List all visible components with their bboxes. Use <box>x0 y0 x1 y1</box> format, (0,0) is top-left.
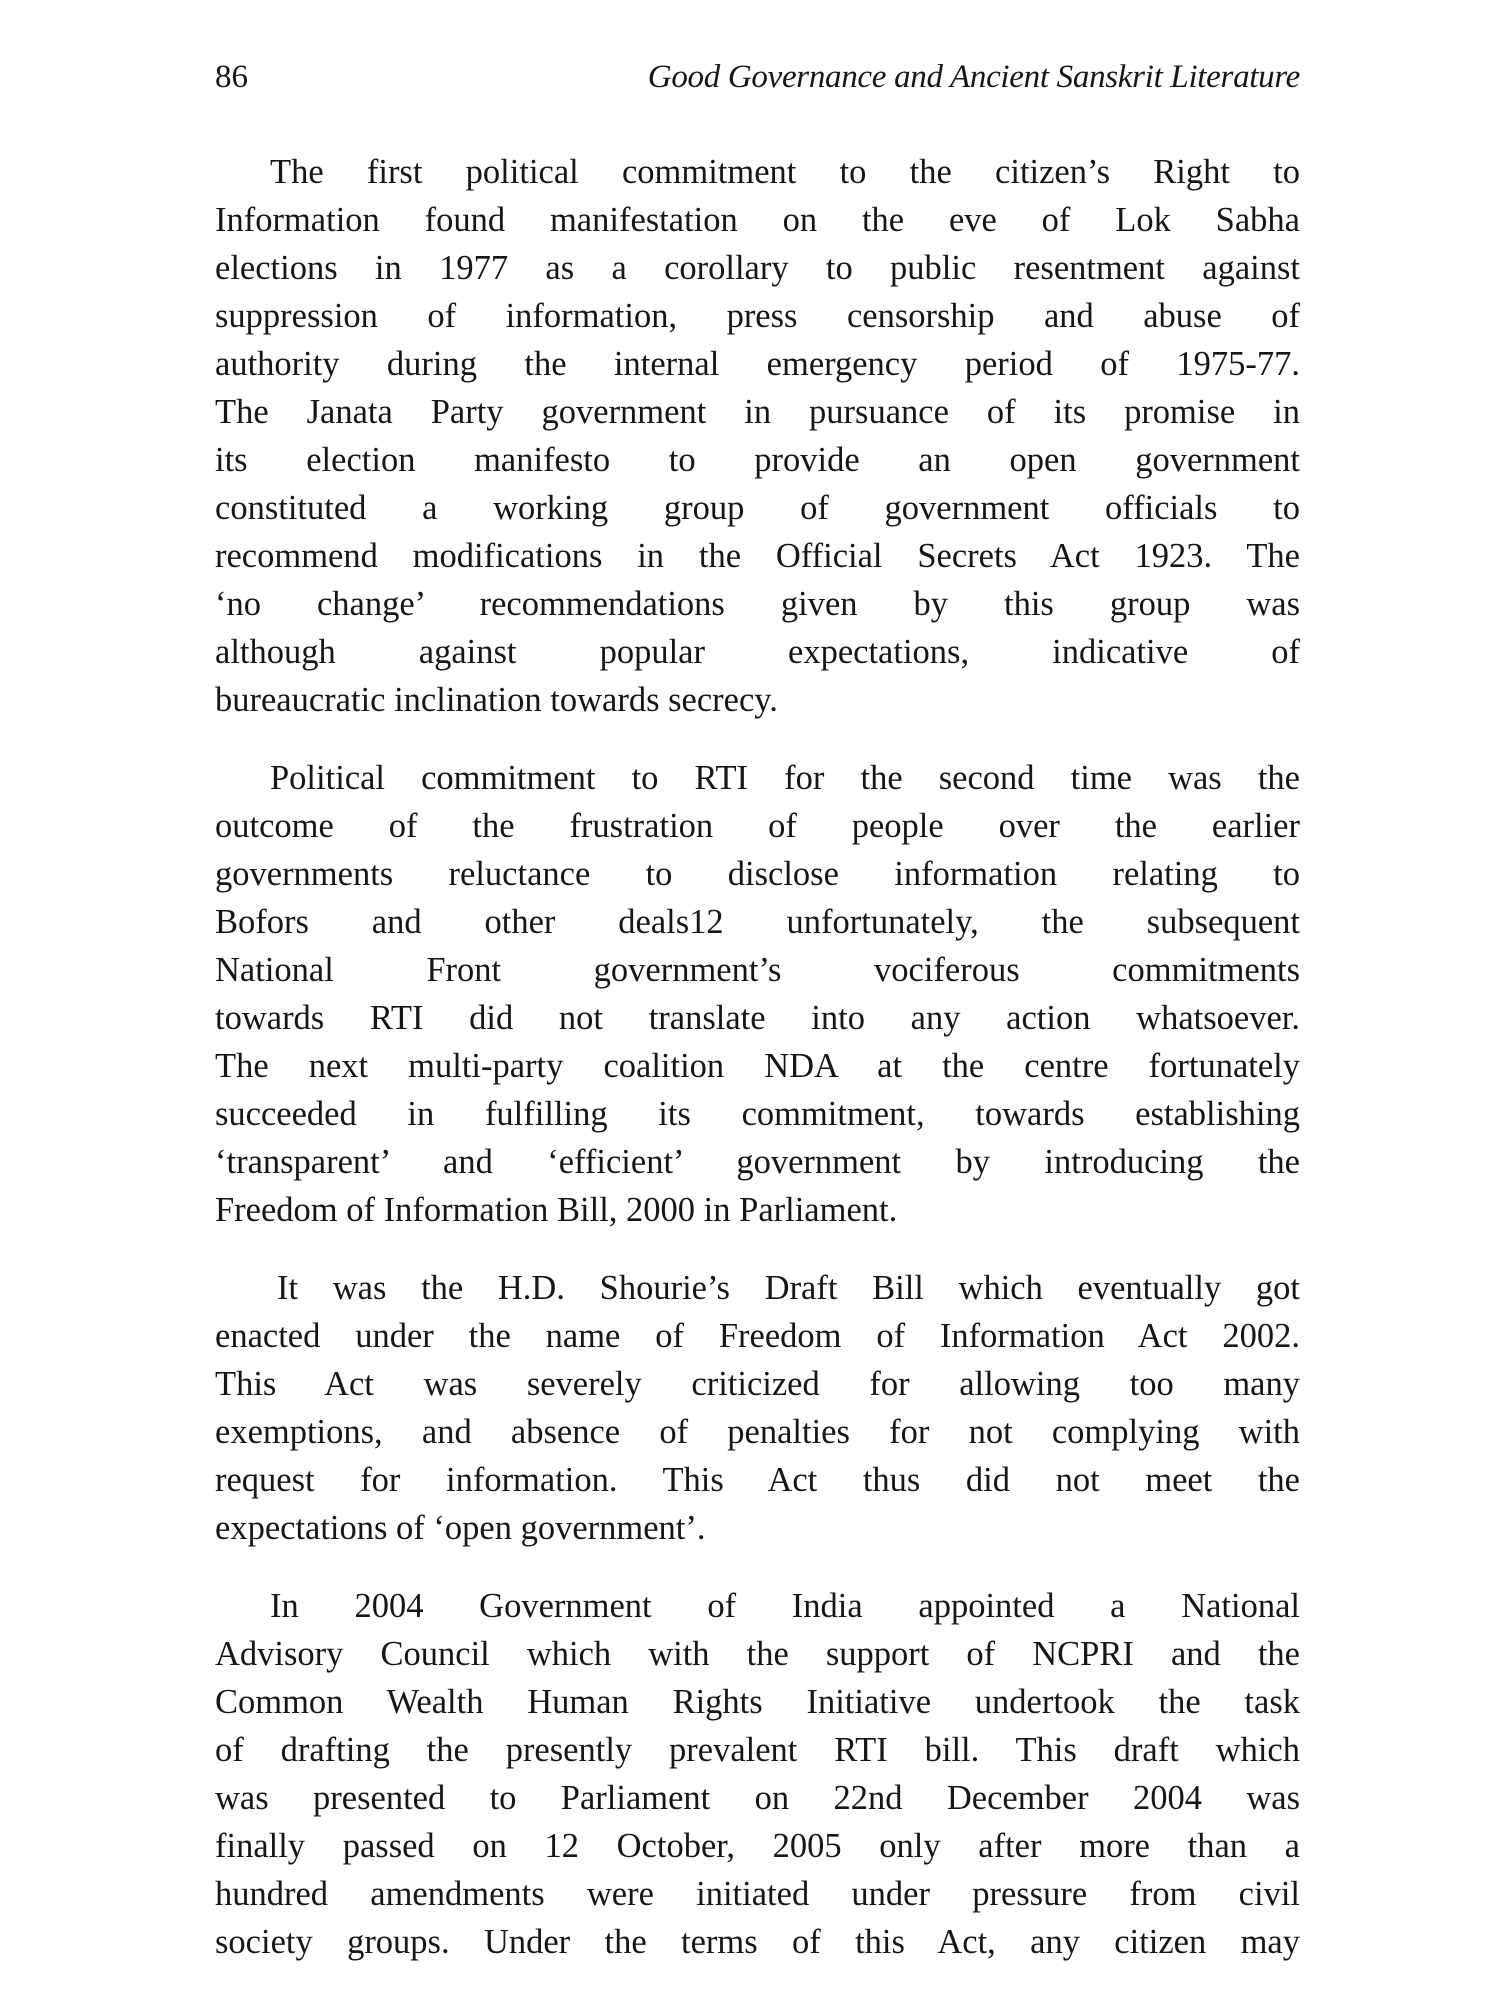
text-line: elections in 1977 as a corollary to public resentment against <box>215 249 1300 287</box>
text-line: ‘no change’ recommendations given by this group was <box>215 585 1300 623</box>
paragraph-1 <box>215 148 1300 724</box>
text-line: authority during the internal emergency period of 1975-77. <box>215 345 1300 383</box>
text-line: hundred amendments were initiated under pressure from civil <box>215 1875 1300 1913</box>
text-line: The Janata Party government in pursuance of its promise in <box>215 393 1300 431</box>
text-line: governments reluctance to disclose information relating to <box>215 855 1300 893</box>
text-line: expectations of ‘open government’. <box>215 1509 706 1547</box>
text-line: suppression of information, press censorship and abuse of <box>215 297 1300 335</box>
text-line: recommend modifications in the Official Secrets Act 1923. The <box>215 537 1300 575</box>
paragraph-3 <box>215 1264 1300 1552</box>
text-line: although against popular expectations, indicative of <box>215 633 1300 671</box>
text-line: The first political commitment to the citizen’s Right to <box>270 153 1300 191</box>
text-line: succeeded in fulfilling its commitment, towards establishing <box>215 1095 1300 1133</box>
text-line: its election manifesto to provide an open government <box>215 441 1300 479</box>
text-line: This Act was severely criticized for allowing too many <box>215 1365 1300 1403</box>
text-line: request for information. This Act thus did not meet the <box>215 1461 1300 1499</box>
body-text <box>215 148 1300 1996</box>
text-line: Freedom of Information Bill, 2000 in Parliament. <box>215 1191 898 1229</box>
text-line: It was the H.D. Shourie’s Draft Bill which eventually got <box>277 1269 1300 1307</box>
text-line: towards RTI did not translate into any action whatsoever. <box>215 999 1300 1037</box>
running-head <box>215 52 1300 102</box>
text-line: exemptions, and absence of penalties for not complying with <box>215 1413 1300 1451</box>
paragraph-2 <box>215 754 1300 1234</box>
paragraph-4 <box>215 1582 1300 1966</box>
text-line: was presented to Parliament on 22nd December 2004 was <box>215 1779 1300 1817</box>
page-number: 86 <box>215 59 248 95</box>
text-line: finally passed on 12 October, 2005 only after more than a <box>215 1827 1300 1865</box>
text-line: Political commitment to RTI for the second time was the <box>270 759 1300 797</box>
text-line: bureaucratic inclination towards secrecy. <box>215 681 778 719</box>
text-line: Information found manifestation on the eve of Lok Sabha <box>215 201 1300 239</box>
text-line: ‘transparent’ and ‘efficient’ government by introducing the <box>215 1143 1300 1181</box>
text-line: The next multi-party coalition NDA at the centre fortunately <box>215 1047 1300 1085</box>
text-line: Bofors and other deals12 unfortunately, the subsequent <box>215 903 1300 941</box>
text-line: society groups. Under the terms of this Act, any citizen may <box>215 1923 1300 1961</box>
text-line: Common Wealth Human Rights Initiative undertook the task <box>215 1683 1300 1721</box>
text-line: of drafting the presently prevalent RTI bill. This draft which <box>215 1731 1300 1769</box>
text-line: enacted under the name of Freedom of Information Act 2002. <box>215 1317 1300 1355</box>
text-line: outcome of the frustration of people over the earlier <box>215 807 1300 845</box>
running-title: Good Governance and Ancient Sanskrit Literature <box>647 59 1300 95</box>
text-line: Advisory Council which with the support of NCPRI and the <box>215 1635 1300 1673</box>
text-line: In 2004 Government of India appointed a National <box>270 1587 1300 1625</box>
text-line: constituted a working group of government officials to <box>215 489 1300 527</box>
text-line: National Front government’s vociferous commitments <box>215 951 1300 989</box>
